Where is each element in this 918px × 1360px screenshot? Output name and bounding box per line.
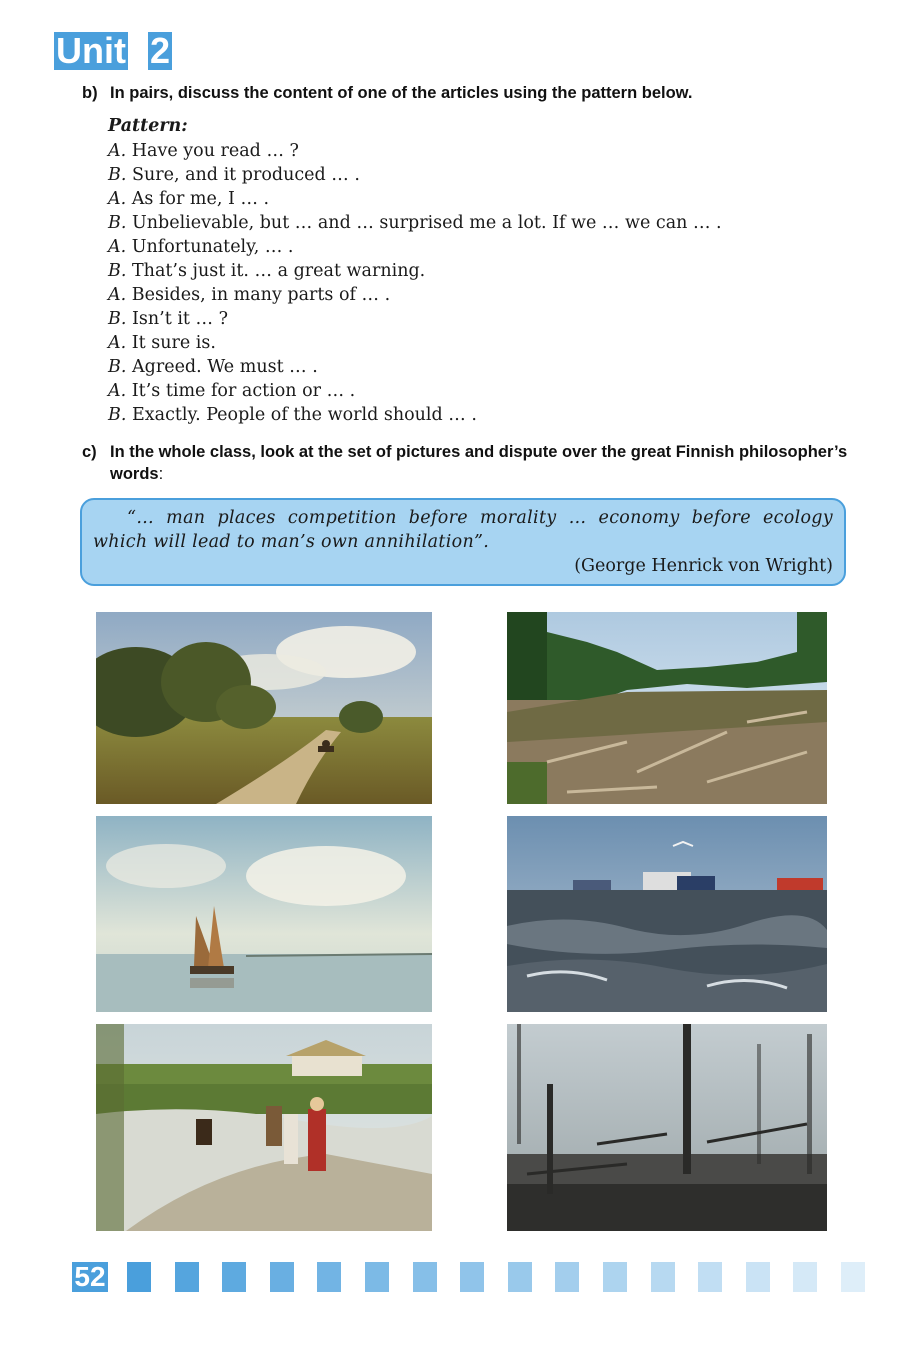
line-text: Unfortunately, … . <box>126 237 294 257</box>
pattern-line <box>108 187 868 211</box>
speaker-label: B. <box>108 165 127 185</box>
footer-square <box>270 1262 294 1292</box>
footer-square <box>555 1262 579 1292</box>
pattern-line <box>108 307 868 331</box>
pattern-line <box>108 355 868 379</box>
task-c-text-wrap <box>82 441 852 485</box>
photo-country-road-painting <box>96 612 432 804</box>
pattern-line <box>108 139 868 163</box>
speaker-label: B. <box>108 357 127 377</box>
line-text: Exactly. People of the world should … . <box>126 405 477 425</box>
photo-stormy-sea-ships <box>507 816 827 1012</box>
footer-square <box>317 1262 341 1292</box>
village-image <box>96 1024 432 1231</box>
speaker-label: B. <box>108 405 127 425</box>
line-text: Unbelievable, but … and … surprised me a lot. If we … we can … . <box>126 213 722 233</box>
unit-header <box>54 32 172 70</box>
footer-square <box>841 1262 865 1292</box>
task-b <box>82 82 852 104</box>
task-c-letter: c) <box>82 443 97 461</box>
pattern-line <box>108 211 868 235</box>
line-text: Besides, in many parts of … . <box>126 285 391 305</box>
page-number: 52 <box>72 1262 108 1292</box>
speaker-label: A. <box>108 285 127 305</box>
speaker-label: B. <box>108 213 127 233</box>
photo-clear-cut-forest <box>507 612 827 804</box>
footer-square <box>746 1262 770 1292</box>
speaker-label: B. <box>108 309 127 329</box>
quote-box <box>80 498 846 586</box>
pattern-title: Pattern: <box>108 116 188 136</box>
pattern-line <box>108 331 868 355</box>
line-text: Agreed. We must … . <box>126 357 318 377</box>
footer-square <box>651 1262 675 1292</box>
speaker-label: B. <box>108 261 127 281</box>
sailboat-image <box>96 816 432 1012</box>
pattern-line <box>108 163 868 187</box>
footer-square <box>460 1262 484 1292</box>
task-c-text: In the whole class, look at the set of pictures and dispute over the great Finnish philosopher’s words <box>110 443 848 483</box>
photo-burnt-forest <box>507 1024 827 1231</box>
photo-village-children-painting <box>96 1024 432 1231</box>
pattern-dialogue <box>108 114 868 427</box>
task-b-letter: b) <box>82 84 98 102</box>
footer-square <box>127 1262 151 1292</box>
unit-number: 2 <box>149 30 171 71</box>
line-text: It’s time for action or … . <box>126 381 356 401</box>
pattern-line <box>108 235 868 259</box>
speaker-label: A. <box>108 237 127 257</box>
footer-square <box>603 1262 627 1292</box>
task-b-text: In pairs, discuss the content of one of the articles using the pattern below. <box>110 84 693 102</box>
task-c-colon: : <box>158 465 164 483</box>
line-text: Have you read … ? <box>126 141 299 161</box>
unit-label: Unit <box>56 30 126 71</box>
speaker-label: A. <box>108 333 127 353</box>
pattern-line <box>108 259 868 283</box>
task-c <box>82 441 852 485</box>
speaker-label: A. <box>108 141 127 161</box>
line-text: Sure, and it produced … . <box>126 165 360 185</box>
quote-text: “… man places competition before morality … economy before ecology which will lead to man’s own annihilation”. <box>93 508 833 552</box>
line-text: That’s just it. … a great warning. <box>126 261 426 281</box>
country-road-image <box>96 612 432 804</box>
speaker-label: A. <box>108 381 127 401</box>
line-text: As for me, I … . <box>126 189 270 209</box>
quote-author: (George Henrick von Wright) <box>574 556 833 576</box>
pattern-line <box>108 283 868 307</box>
footer-square <box>508 1262 532 1292</box>
line-text: Isn’t it … ? <box>126 309 228 329</box>
forest-fire-image <box>507 1024 827 1231</box>
speaker-label: A. <box>108 189 127 209</box>
footer-square <box>413 1262 437 1292</box>
line-text: It sure is. <box>126 333 216 353</box>
footer-square <box>793 1262 817 1292</box>
footer-square <box>175 1262 199 1292</box>
pattern-line <box>108 403 868 427</box>
deforestation-image <box>507 612 827 804</box>
footer-square <box>698 1262 722 1292</box>
photo-sailboat-painting <box>96 816 432 1012</box>
oil-spill-sea-image <box>507 816 827 1012</box>
pattern-line <box>108 379 868 403</box>
footer-square <box>365 1262 389 1292</box>
footer-square <box>222 1262 246 1292</box>
